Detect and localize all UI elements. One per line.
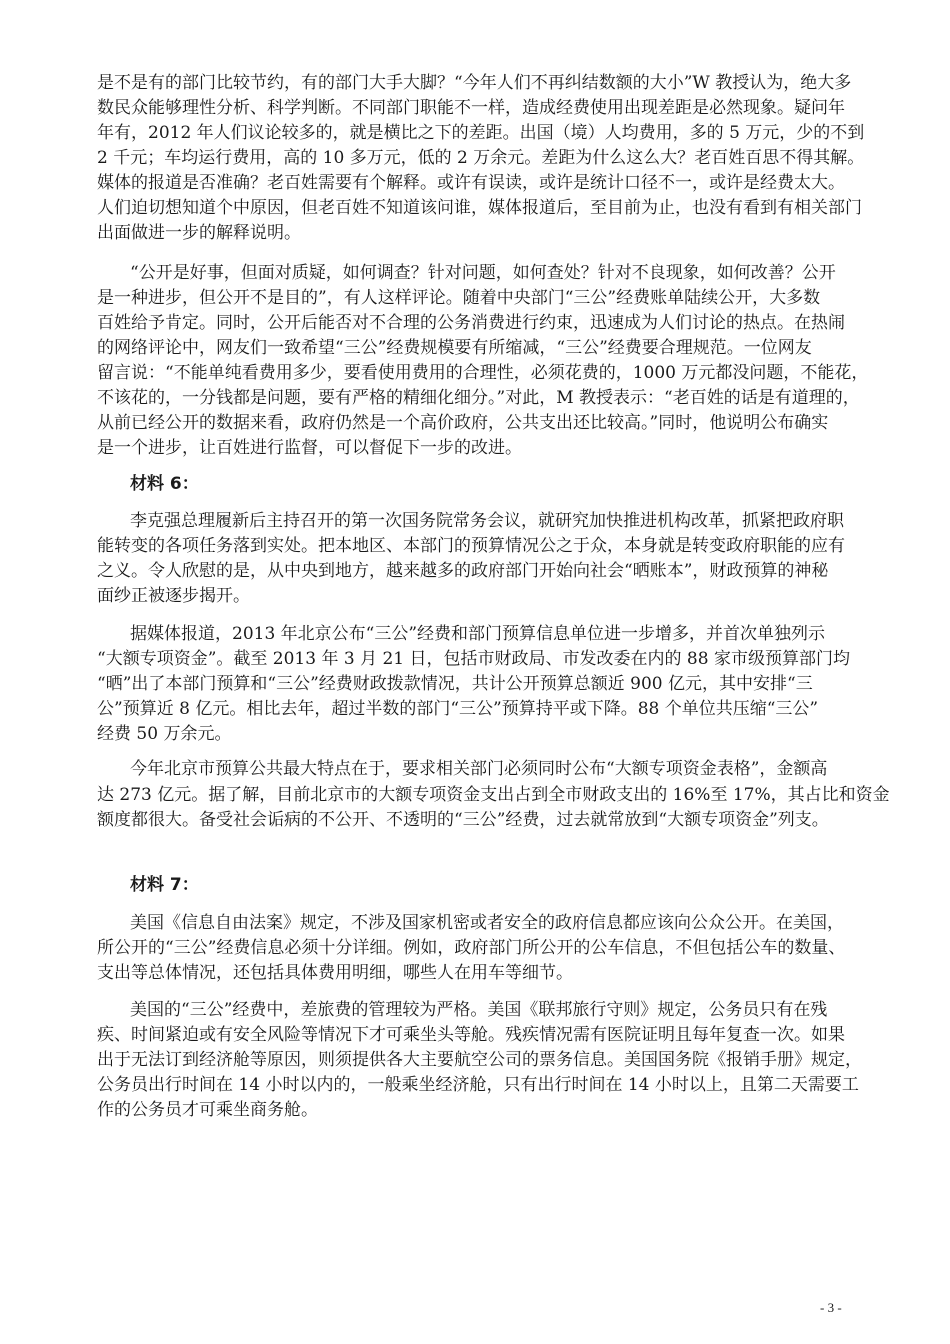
text-line: 疾、时间紧迫或有安全风险等情况下才可乘坐头等舱。残疾情况需有医院证明且每年复查一次。如果 — [97, 1025, 845, 1045]
text-line: 是一个进步，让百姓进行监督，可以督促下一步的改进。 — [97, 438, 522, 458]
text-line: 达 273 亿元。据了解，目前北京市的大额专项资金支出占到全市财政支出的 16%至 17%，其占比和资金 — [97, 785, 890, 805]
text-line: 所公开的“三公”经费信息必须十分详细。例如，政府部门所公开的公车信息，不但包括公车的数量、 — [97, 938, 846, 958]
text-line: “公开是好事，但面对质疑，如何调查？针对问题，如何查处？针对不良现象，如何改善？公开 — [130, 263, 836, 283]
text-line: 之义。令人欣慰的是，从中央到地方，越来越多的政府部门开始向社会“晒账本”，财政预算的神秘 — [97, 561, 829, 581]
text-line: 美国《信息自由法案》规定，不涉及国家机密或者安全的政府信息都应该向公众公开。在美国， — [130, 913, 844, 933]
text-line: 美国的“三公”经费中，差旅费的管理较为严格。美国《联邦旅行守则》规定，公务员只有在残 — [130, 1000, 828, 1020]
text-line: 支出等总体情况，还包括具体费用明细，哪些人在用车等细节。 — [97, 963, 573, 983]
text-line: 留言说：“不能单纯看费用多少，要看使用费用的合理性，必须花费的，1000 万元都没问题，不能花， — [97, 363, 869, 383]
text-line: 数民众能够理性分析、科学判断。不同部门职能不一样，造成经费使用出现差距是必然现象。疑问年 — [97, 98, 845, 118]
text-line: “晒”出了本部门预算和“三公”经费财政拨款情况，共计公开预算总额近 900 亿元，其中安排“三 — [97, 674, 813, 694]
text-line: 面纱正被逐步揭开。 — [97, 586, 250, 606]
text-line: 李克强总理履新后主持召开的第一次国务院常务会议，就研究加快推进机构改革，抓紧把政府职 — [130, 511, 844, 531]
text-line: 公”预算近 8 亿元。相比去年，超过半数的部门“三公”预算持平或下降。88 个单位共压缩“三公” — [97, 699, 819, 719]
text-line: “大额专项资金”。截至 2013 年 3 月 21 日，包括市财政局、市发改委在内的 88 家市级预算部门均 — [97, 649, 850, 669]
text-line: 出面做进一步的解释说明。 — [97, 223, 301, 243]
text-line: 据媒体报道，2013 年北京公布“三公”经费和部门预算信息单位进一步增多，并首次单独列示 — [130, 624, 826, 644]
text-line: 作的公务员才可乘坐商务舱。 — [97, 1100, 318, 1120]
text-line: 经费 50 万余元。 — [97, 724, 232, 744]
text-line: 人们迫切想知道个中原因，但老百姓不知道该问谁，媒体报道后，至目前为止，也没有看到有相关部门 — [97, 198, 862, 218]
text-line: 百姓给予肯定。同时，公开后能否对不合理的公务消费进行约束，迅速成为人们讨论的热点。在热闹 — [97, 313, 845, 333]
text-line: 是不是有的部门比较节约，有的部门大手大脚？“今年人们不再纠结数额的大小”W 教授认为，绝大多 — [97, 73, 852, 93]
section-heading: 材料 7： — [130, 875, 199, 895]
text-line: 媒体的报道是否准确？老百姓需要有个解释。或许有误读，或许是统计口径不一，或许是经费太大。 — [97, 173, 845, 193]
text-line: 能转变的各项任务落到实处。把本地区、本部门的预算情况公之于众，本身就是转变政府职能的应有 — [97, 536, 845, 556]
text-line: 2 千元；车均运行费用，高的 10 多万元，低的 2 万余元。差距为什么这么大？老百姓百思不得其解。 — [97, 148, 865, 168]
page-number: - 3 - — [820, 1300, 842, 1315]
text-line: 年有，2012 年人们议论较多的，就是横比之下的差距。出国（境）人均费用，多的 5 万元，少的不到 — [97, 123, 865, 143]
text-line: 出于无法订到经济舱等原因，则须提供各大主要航空公司的票务信息。美国国务院《报销手册》规定， — [97, 1050, 862, 1070]
text-line: 的网络评论中，网友们一致希望“三公”经费规模要有所缩减，“三公”经费要合理规范。一位网友 — [97, 338, 812, 358]
text-line: 公务员出行时间在 14 小时以内的，一般乘坐经济舱，只有出行时间在 14 小时以上，且第二天需要工 — [97, 1075, 859, 1095]
text-line: 是一种进步，但公开不是目的”，有人这样评论。随着中央部门“三公”经费账单陆续公开，大多数 — [97, 288, 821, 308]
text-line: 从前已经公开的数据来看，政府仍然是一个高价政府，公共支出还比较高。”同时，他说明公布确实 — [97, 413, 829, 433]
text-line: 额度都很大。备受社会诟病的不公开、不透明的“三公”经费，过去就常放到“大额专项资金”列支。 — [97, 810, 829, 830]
text-line: 不该花的，一分钱都是问题，要有严格的精细化细分。”对此，M 教授表示：“老百姓的话是有道理的， — [97, 388, 860, 408]
section-heading: 材料 6： — [130, 474, 199, 494]
text-line: 今年北京市预算公共最大特点在于，要求相关部门必须同时公布“大额专项资金表格”，金额高 — [130, 759, 828, 779]
